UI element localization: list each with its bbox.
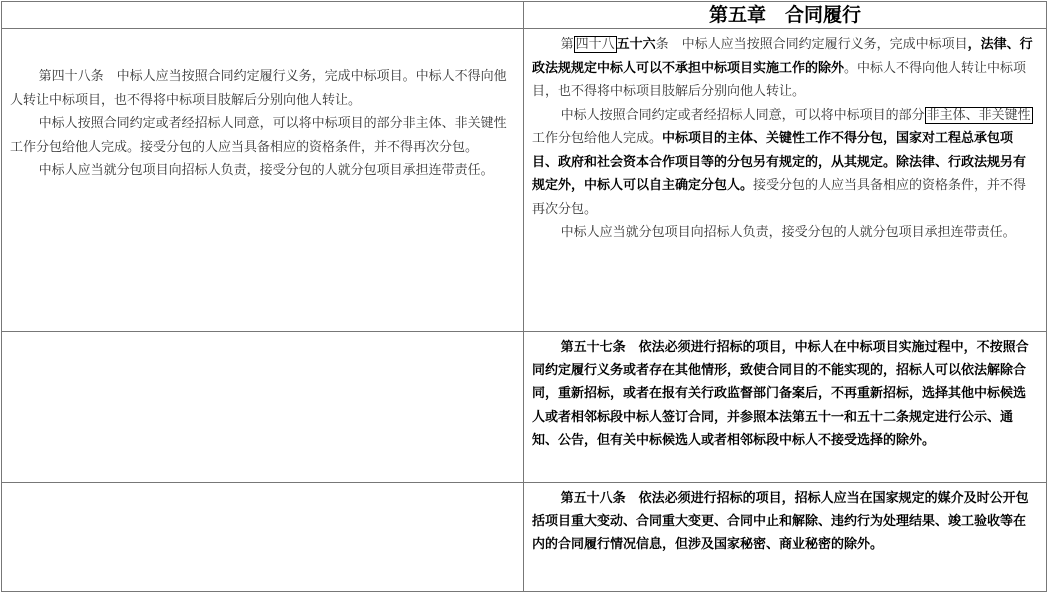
revised-text: 中标人按照合同约定或者经招标人同意，可以将中标项目的部分: [560, 107, 925, 123]
original-article-48-cell: [2, 29, 524, 332]
chapter-title: 第五章 合同履行: [523, 2, 1046, 29]
article-58-text: 第五十八条 依法必须进行招标的项目，招标人应当在国家规定的媒介及时公开包括项目重大变动、合同重大变更、合同中止和解除、违约行为处理结果、竣工验收等在内的合同履行情况信息，但涉及国家秘密、商业秘密的除外。: [531, 491, 1029, 553]
header-left-cell: [2, 2, 524, 29]
article-57-text: 第五十七条 依法必须进行招标的项目，中标人在中标项目实施过程中，不按照合同约定履行义务或者存在其他情形，致使合同目的不能实现的，招标人可以依法解除合同，重新招标，或者在报有关行政监督部门备案后，不再重新招标，选择其他中标候选人或者相邻标段中标人签订合同，并参照本法第五十一和五十二条规定进行公示、通知、公告，但有关中标候选人或者相邻标段中标人不接受选择的除外。: [531, 340, 1029, 448]
added-text: 五十六: [616, 37, 656, 52]
article-58-cell: [523, 483, 1046, 592]
table-row: [2, 483, 1047, 592]
table-row: [2, 332, 1047, 483]
original-paragraph-3: 中标人应当就分包项目向招标人负责，接受分包的人就分包项目承担连带责任。: [38, 163, 494, 178]
revised-text: 接受分包的人应当具备相应的资格条件，并不得再次分包。: [531, 178, 1027, 217]
header-row: [2, 2, 1047, 29]
table-row: [2, 29, 1047, 332]
added-text: ，法律、行政法规规定中标人可以不承担中标项目实施工作的除外: [531, 37, 1033, 76]
revised-article-56-cell: [523, 29, 1046, 332]
deleted-text-box: 非主体、非关键性: [926, 107, 1031, 123]
revised-text: 条 中标人应当按照合同约定履行义务，完成中标项目: [655, 37, 968, 52]
comparison-table: [1, 1, 1047, 592]
empty-left-cell: [2, 332, 524, 483]
deleted-text-box: 四十八: [575, 37, 615, 52]
article-57-cell: [523, 332, 1046, 483]
added-text: 中标项目的主体、关键性工作不得分包，国家对工程总承包项目、政府和社会资本合作项目等的分包另有规定的，从其规定。除法律、行政法规另有规定外，中标人可以自主确定分包人。: [531, 131, 1026, 193]
revised-text: 工作分包给他人完成。: [531, 131, 662, 146]
revised-paragraph-1: 第 四十八 五十六条 中标人应当按照合同约定履行义务，完成中标项目，法律、行政法规规定中标人可以不承担中标项目实施工作的除外。中标人不得向他人转让中标项目，也不得将中标项目肢解后分别向他人转让。: [531, 37, 1033, 99]
original-paragraph-1: 第四十八条 中标人应当按照合同约定履行义务，完成中标项目。中标人不得向他人转让中标项目，也不得将中标项目肢解后分别向他人转让。: [10, 69, 507, 108]
revised-paragraph-3: 中标人应当就分包项目向招标人负责，接受分包的人就分包项目承担连带责任。: [560, 225, 1016, 240]
empty-left-cell: [2, 483, 524, 592]
revised-paragraph-2: [532, 104, 1038, 222]
revised-text: 。中标人不得向他人转让中标项目，也不得将中标项目肢解后分别向他人转让。: [531, 60, 1027, 99]
original-paragraph-2: 中标人按照合同约定或者经招标人同意，可以将中标项目的部分非主体、非关键性工作分包给他人完成。接受分包的人应当具备相应的资格条件，并不得再次分包。: [10, 116, 507, 155]
